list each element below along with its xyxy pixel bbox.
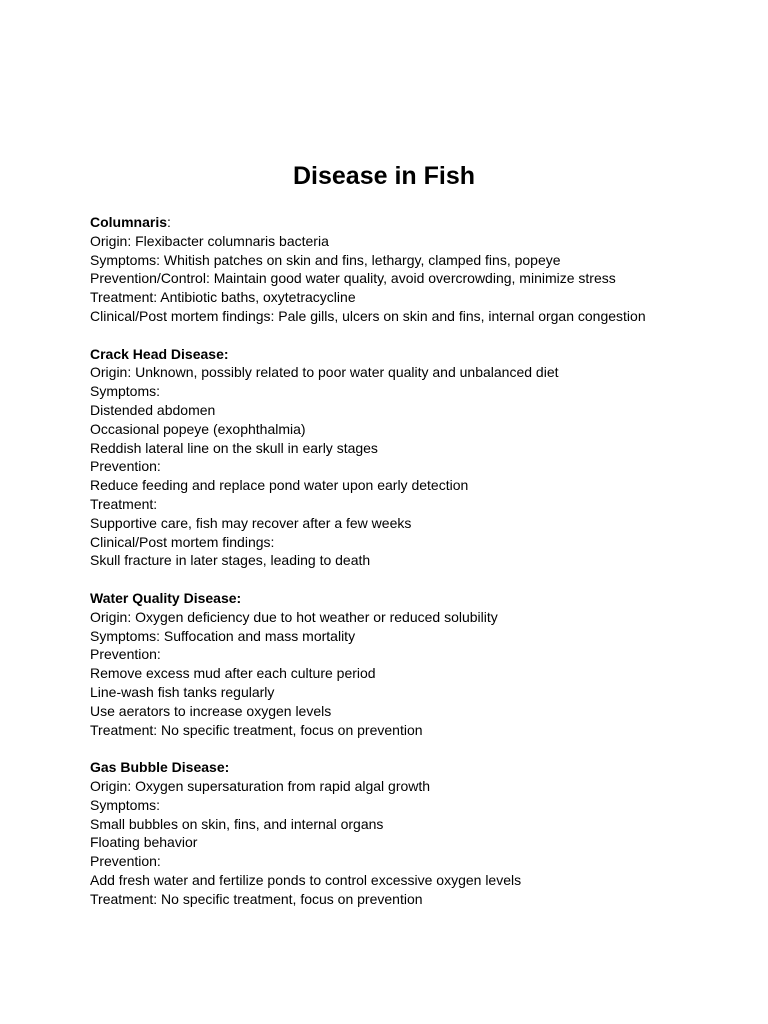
document-body xyxy=(90,213,730,927)
section-line: Clinical/Post mortem findings: xyxy=(90,533,275,550)
section-line: Line-wash fish tanks regularly xyxy=(90,683,275,700)
section-line: Prevention: xyxy=(90,458,161,475)
section-heading-line xyxy=(90,758,730,777)
section-line: Treatment: Antibiotic baths, oxytetracycline xyxy=(90,289,356,306)
section-line: Remove excess mud after each culture period xyxy=(90,665,376,682)
section-heading-line xyxy=(90,589,730,608)
section-line: Floating behavior xyxy=(90,834,198,851)
section-line: Reddish lateral line on the skull in early stages xyxy=(90,439,378,456)
section-heading-suffix: : xyxy=(167,214,171,230)
section-line: Clinical/Post mortem findings: Pale gills, ulcers on skin and fins, internal organ congestion xyxy=(90,307,646,324)
document-title: Disease in Fish xyxy=(292,162,476,190)
section-line: Prevention/Control: Maintain good water quality, avoid overcrowding, minimize stress xyxy=(90,270,616,287)
section-line: Origin: Oxygen supersaturation from rapid algal growth xyxy=(90,777,431,794)
section-line: Prevention: xyxy=(90,853,161,870)
section-line: Occasional popeye (exophthalmia) xyxy=(90,420,306,437)
section-heading: Gas Bubble Disease: xyxy=(90,759,230,776)
section-line: Treatment: xyxy=(90,495,158,512)
section-line: Distended abdomen xyxy=(90,401,216,418)
section-heading: Water Quality Disease: xyxy=(90,589,242,606)
section-heading-line xyxy=(90,345,730,364)
section-heading: Crack Head Disease: xyxy=(90,345,229,362)
section-line: Symptoms: Whitish patches on skin and fins, lethargy, clamped fins, popeye xyxy=(90,251,561,268)
section-line: Prevention: xyxy=(90,646,161,663)
section-line: Origin: Oxygen deficiency due to hot weather or reduced solubility xyxy=(90,608,498,625)
section-line: Symptoms: xyxy=(90,796,161,813)
section-columnaris xyxy=(90,213,730,326)
section-line: Symptoms: Suffocation and mass mortality xyxy=(90,627,356,644)
section-line: Skull fracture in later stages, leading to death xyxy=(90,552,371,569)
section-water-quality-disease xyxy=(90,589,730,739)
section-heading-line xyxy=(90,213,730,232)
section-gas-bubble-disease xyxy=(90,758,730,908)
section-line: Supportive care, fish may recover after a few weeks xyxy=(90,514,412,531)
section-crack-head-disease xyxy=(90,345,730,571)
section-line: Add fresh water and fertilize ponds to control excessive oxygen levels xyxy=(90,871,522,888)
section-line: Origin: Unknown, possibly related to poor water quality and unbalanced diet xyxy=(90,364,559,381)
section-line: Use aerators to increase oxygen levels xyxy=(90,702,332,719)
section-line: Origin: Flexibacter columnaris bacteria xyxy=(90,232,329,249)
section-line: Reduce feeding and replace pond water upon early detection xyxy=(90,477,469,494)
section-line: Treatment: No specific treatment, focus on prevention xyxy=(90,890,423,907)
section-line: Small bubbles on skin, fins, and internal organs xyxy=(90,815,384,832)
section-heading: Columnaris xyxy=(90,214,168,230)
section-line: Symptoms: xyxy=(90,383,161,400)
section-line: Treatment: No specific treatment, focus on prevention xyxy=(90,721,423,738)
